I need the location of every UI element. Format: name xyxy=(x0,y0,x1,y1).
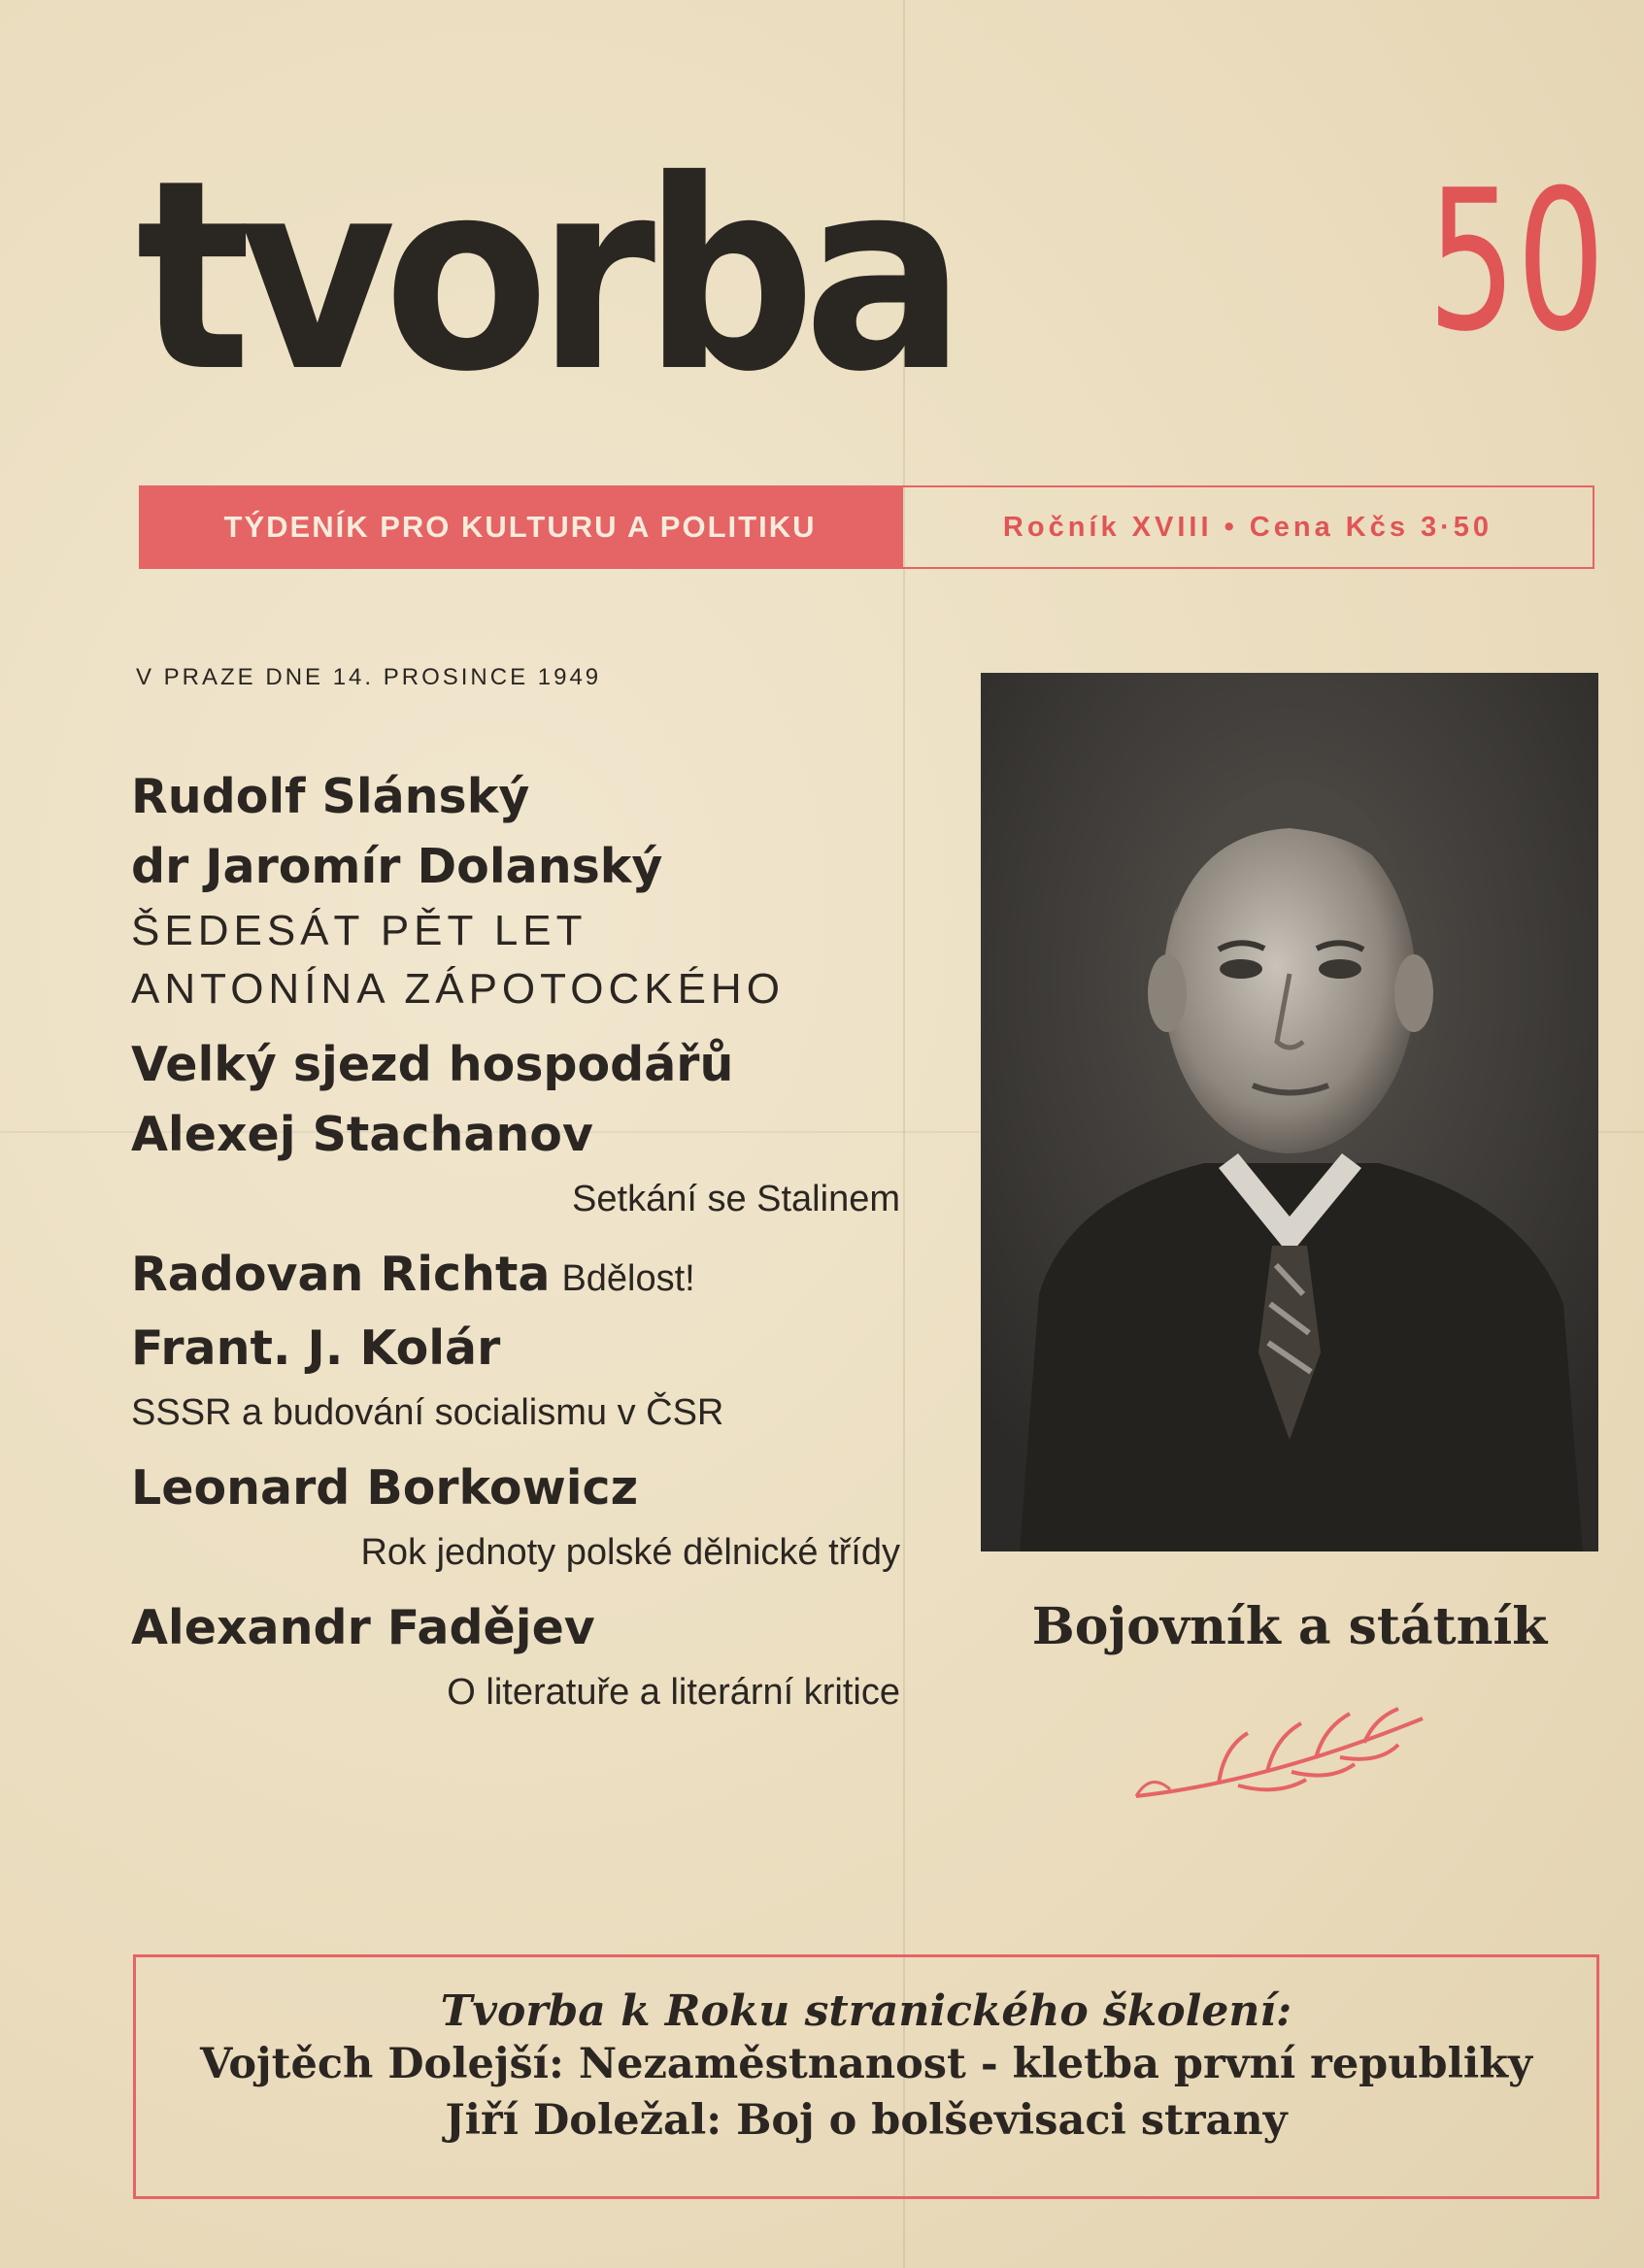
masthead-banner xyxy=(139,485,1603,569)
toc-title: Velký sjezd hospodářů xyxy=(131,1037,734,1092)
toc-title: O literatuře a literární kritice xyxy=(447,1672,900,1713)
toc-author: Alexej Stachanov xyxy=(131,1107,593,1162)
toc-title: SSSR a budování socialismu v ČSR xyxy=(131,1392,724,1433)
portrait-photo xyxy=(981,673,1598,1551)
toc-title: ŠEDESÁT PĚT LET xyxy=(131,907,587,954)
promo-line: Jiří Doležal: Boj o bolševisaci strany xyxy=(445,2096,1288,2145)
toc-author: Frant. J. Kolár xyxy=(131,1320,501,1376)
toc-title: ANTONÍNA ZÁPOTOCKÉHO xyxy=(131,965,785,1013)
promo-title: Tvorba k Roku stranického školení: xyxy=(440,1986,1292,2036)
toc-entry xyxy=(131,1240,908,1314)
toc-title: Setkání se Stalinem xyxy=(572,1179,900,1219)
issue-number: 50 xyxy=(1427,149,1606,375)
toc-author: Leonard Borkowicz xyxy=(131,1460,639,1516)
toc-title: Bdělost! xyxy=(561,1258,695,1299)
volume-price: Ročník XVIII • Cena Kčs 3·50 xyxy=(901,485,1594,569)
toc-author: Radovan Richta xyxy=(131,1247,551,1302)
toc-title: Rok jednoty polské dělnické třídy xyxy=(360,1532,900,1573)
table-of-contents xyxy=(131,762,908,1721)
publication-date: V PRAZE DNE 14. PROSINCE 1949 xyxy=(136,664,602,690)
toc-author: dr Jaromír Dolanský xyxy=(131,839,663,894)
toc-author: Alexandr Fadějev xyxy=(131,1600,595,1655)
photo-caption: Bojovník a státník xyxy=(1031,1597,1548,1656)
laurel-sprig-icon xyxy=(1131,1704,1442,1815)
masthead-title: tvorba xyxy=(136,123,954,429)
promo-box xyxy=(133,1954,1599,2199)
tagline: TÝDENÍK PRO KULTURU A POLITIKU xyxy=(139,485,901,569)
toc-author: Rudolf Slánský xyxy=(131,769,530,824)
promo-line: Vojtěch Dolejší: Nezaměstnanost - kletba první republiky xyxy=(199,2040,1533,2088)
